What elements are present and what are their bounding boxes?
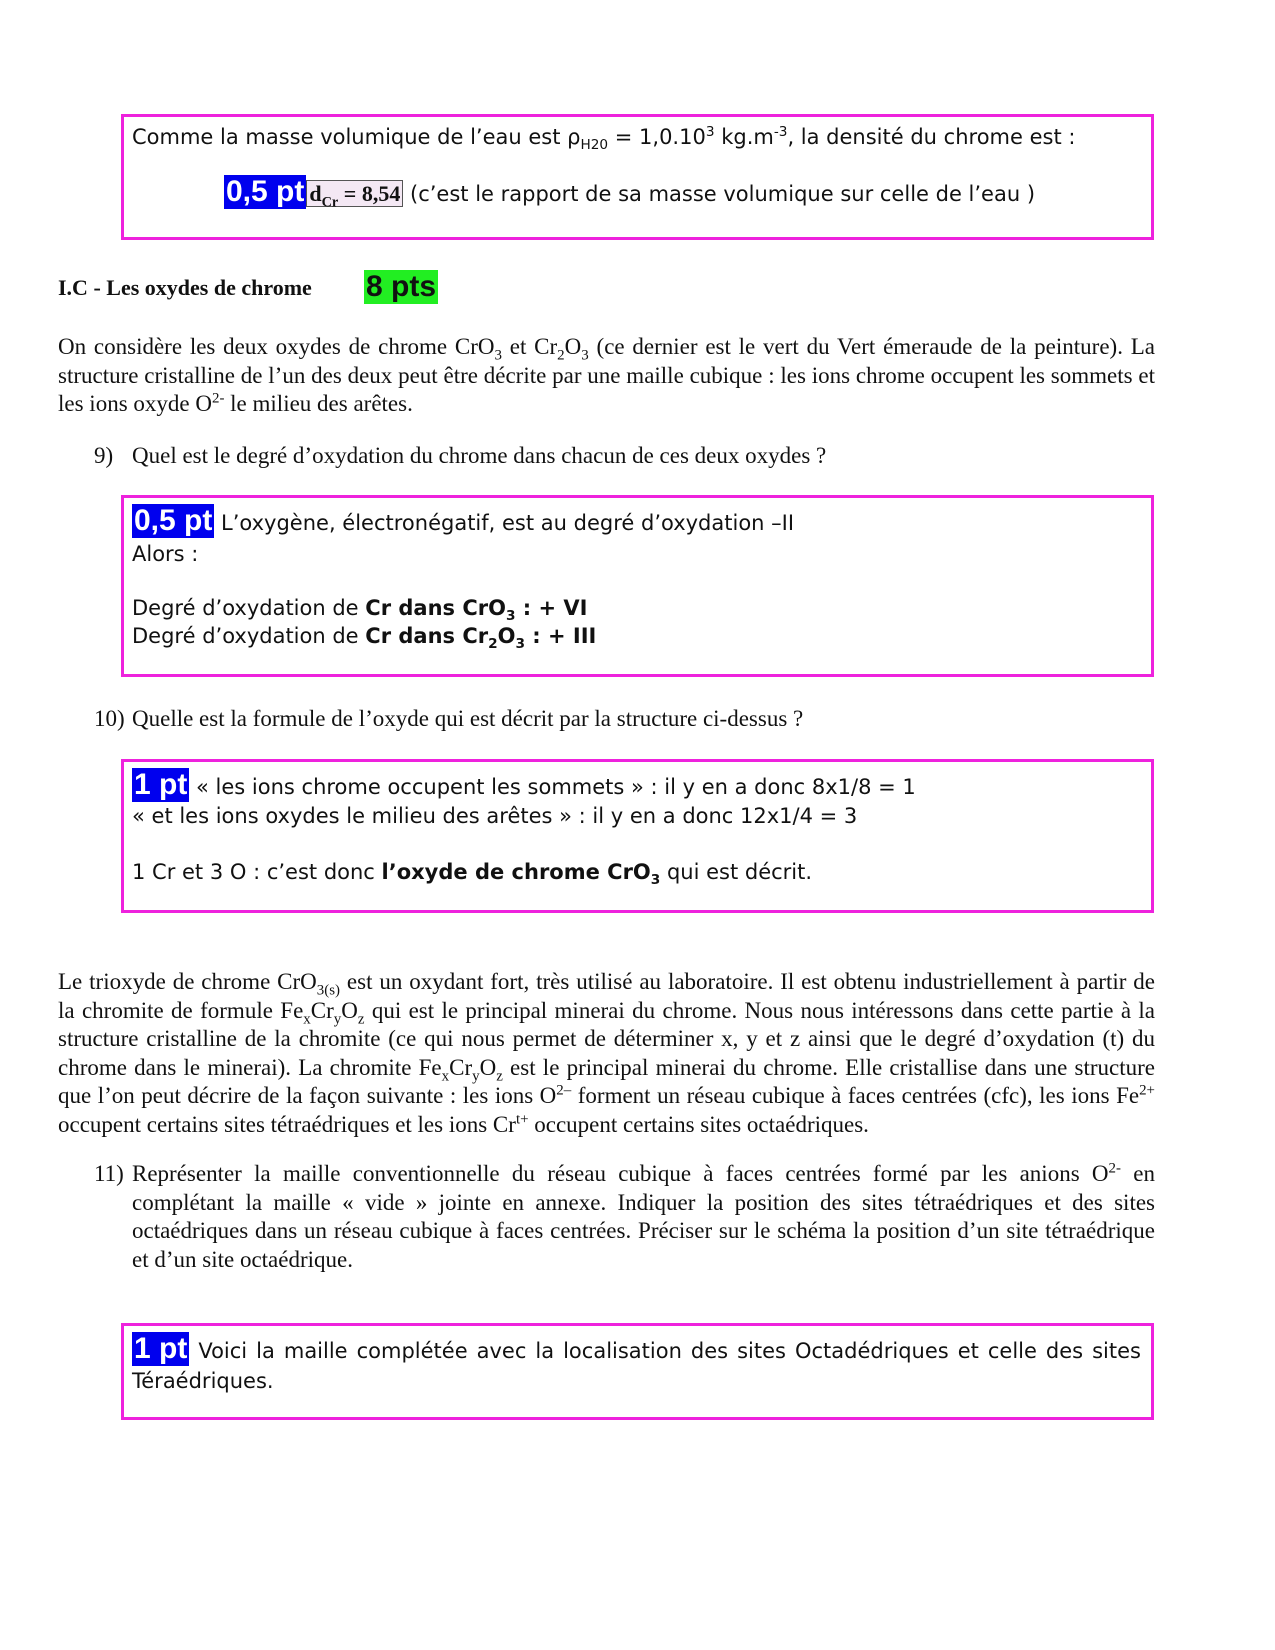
answer-text: 1 pt Voici la maille complétée avec la localisation des sites Octadédriques et celle des sites Téraédriques. (132, 1332, 1141, 1393)
points-badge: 0,5 pt (226, 175, 305, 208)
answer-line: Alors : (132, 542, 199, 566)
question-number: 9) (94, 443, 114, 468)
answer-box-oxidation (121, 495, 1154, 677)
section-points-badge: 8 pts (366, 270, 437, 303)
density-result (224, 175, 1035, 212)
answer-line: Degré d’oxydation de Cr dans CrO$_3$ : + VI (132, 596, 588, 625)
intro-paragraph: On considère les deux oxydes de chrome CrO$_3$ et $Cr_2O_3$ (ce dernier est le vert du Vert émeraude de la peinture). La structure cristalline de l’un des deux peut être décrite par une maille cubique : les ions chrome occupent les sommets et les ions oxyde $O^{2-}$ le milieu des arêtes. (58, 334, 1155, 416)
answer-box-unit-cell (121, 1323, 1154, 1420)
points-badge: 1 pt (134, 1332, 188, 1365)
answer-box-density (121, 114, 1154, 240)
question-text: Représenter la maille conventionnelle du réseau cubique à faces centrées formé par les anions $O^{2-}$ en complétant la maille « vide » jointe en annexe. Indiquer la position des sites tétraédriques et des sites octaédriques dans un réseau cubique à faces centrées. Préciser sur le schéma la position d’un site tétraédrique et d’un site octaédrique. (132, 1160, 1155, 1272)
density-value: $d_{Cr} = 8,54$ (306, 180, 403, 207)
answer-line: 1 pt « les ions chrome occupent les sommets » : il y en a donc 8x1/8 = 1 (134, 768, 916, 801)
chromite-paragraph: Le trioxyde de chrome CrO$_{3(s)}$ est un oxydant fort, très utilisé au laboratoire. Il est obtenu industriellement à partir de la chromite de formule $Fe_xCr_yO_z$ qui est le principal minerai du chrome. Nous nous intéressons dans cette partie à la structure cristalline de la chromite (ce qui nous permet de déterminer x, y et z ainsi que le degré d’oxydation (t) du chrome dans le minerai). La chromite $Fe_xCr_yO_z$ est le principal minerai du chrome. Elle cristallise dans une structure que l’on peut décrire de la façon suivante : les ions $O^{2-}$ forment un réseau cubique à faces centrées (cfc), les ions $Fe^{2+}$ occupent certains sites tétraédriques et les ions $Cr^{t+}$ occupent certains sites octaédriques. (58, 969, 1155, 1137)
points-badge: 1 pt (134, 768, 188, 801)
question-number: 10) (94, 706, 125, 731)
section-title: I.C - Les oxydes de chrome (58, 275, 312, 300)
question-text: Quel est le degré d’oxydation du chrome dans chacun de ces deux oxydes ? (132, 443, 827, 468)
question-number: 11) (94, 1161, 124, 1186)
answer-line: « et les ions oxydes le milieu des arêtes » : il y en a donc 12x1/4 = 3 (132, 804, 858, 828)
answer-line: Degré d’oxydation de Cr dans $Cr_2O_3$ : + III (132, 624, 597, 653)
density-statement: Comme la masse volumique de l’eau est $\rho_{H20} = 1,0.10^3$ $kg.m^{-3}$, la densité du chrome est : (132, 124, 1076, 154)
answer-line: 0,5 pt L’oxygène, électronégatif, est au degré d’oxydation –II (134, 504, 795, 537)
answer-box-formula (121, 759, 1154, 913)
answer-line: 1 Cr et 3 O : c’est donc l’oxyde de chrome CrO$_3$ qui est décrit. (132, 860, 813, 889)
question-text: Quelle est la formule de l’oxyde qui est décrit par la structure ci-dessus ? (132, 706, 804, 731)
points-badge: 0,5 pt (134, 504, 213, 537)
density-note: (c’est le rapport de sa masse volumique sur celle de l’eau ) (403, 182, 1036, 206)
